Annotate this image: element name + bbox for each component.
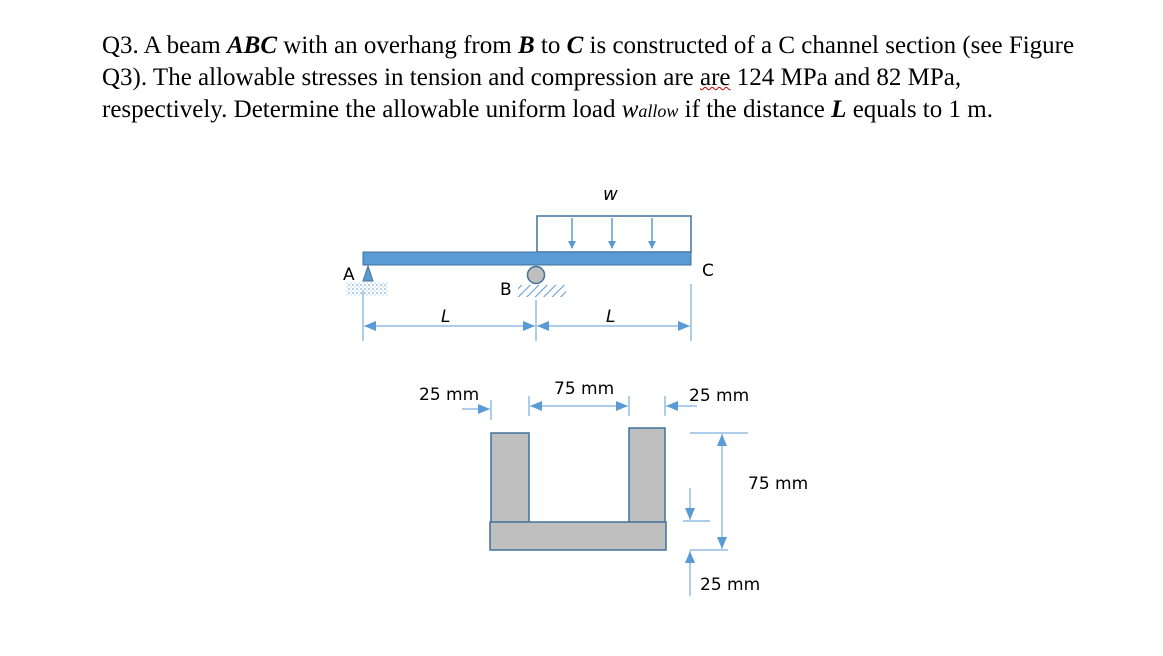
- question-text: Q3. A beam ABC with an overhang from B to C is constructed of a C channel section (see Figure Q3). The allowable stresses in tension and compression are are 124 MPa and 82 MPa, respectively. Determine the allowable uniform load wallow if the distance L equals to 1 m.: [102, 32, 1075, 123]
- point-b-label: B: [500, 280, 512, 300]
- beam-name: ABC: [227, 32, 278, 59]
- dim-web: 25 mm: [700, 575, 761, 595]
- pin-support-a: [363, 266, 373, 281]
- load-box: [537, 216, 691, 252]
- dim-inner-width: 75 mm: [554, 379, 615, 399]
- span-label-1: L: [441, 307, 451, 327]
- repeated-word: are: [700, 64, 731, 91]
- ground-b: [518, 285, 566, 297]
- load-label: w: [603, 184, 618, 205]
- length-symbol: L: [831, 96, 847, 123]
- channel-web: [490, 522, 666, 550]
- dim-flange-left: 25 mm: [419, 385, 480, 405]
- point-a-label: A: [343, 265, 355, 285]
- point-c-label: C: [702, 261, 714, 281]
- roller-support-b: [528, 267, 545, 284]
- dim-flange-right: 25 mm: [689, 386, 750, 406]
- span-label-2: L: [606, 307, 616, 327]
- dim-height: 75 mm: [748, 474, 809, 494]
- point-c-ref: C: [566, 32, 584, 59]
- point-b-ref: B: [517, 32, 535, 59]
- beam: [363, 252, 691, 265]
- channel-right-flange: [629, 428, 665, 523]
- channel-left-flange: [491, 433, 529, 523]
- w-allow-symbol: wallow: [621, 96, 679, 123]
